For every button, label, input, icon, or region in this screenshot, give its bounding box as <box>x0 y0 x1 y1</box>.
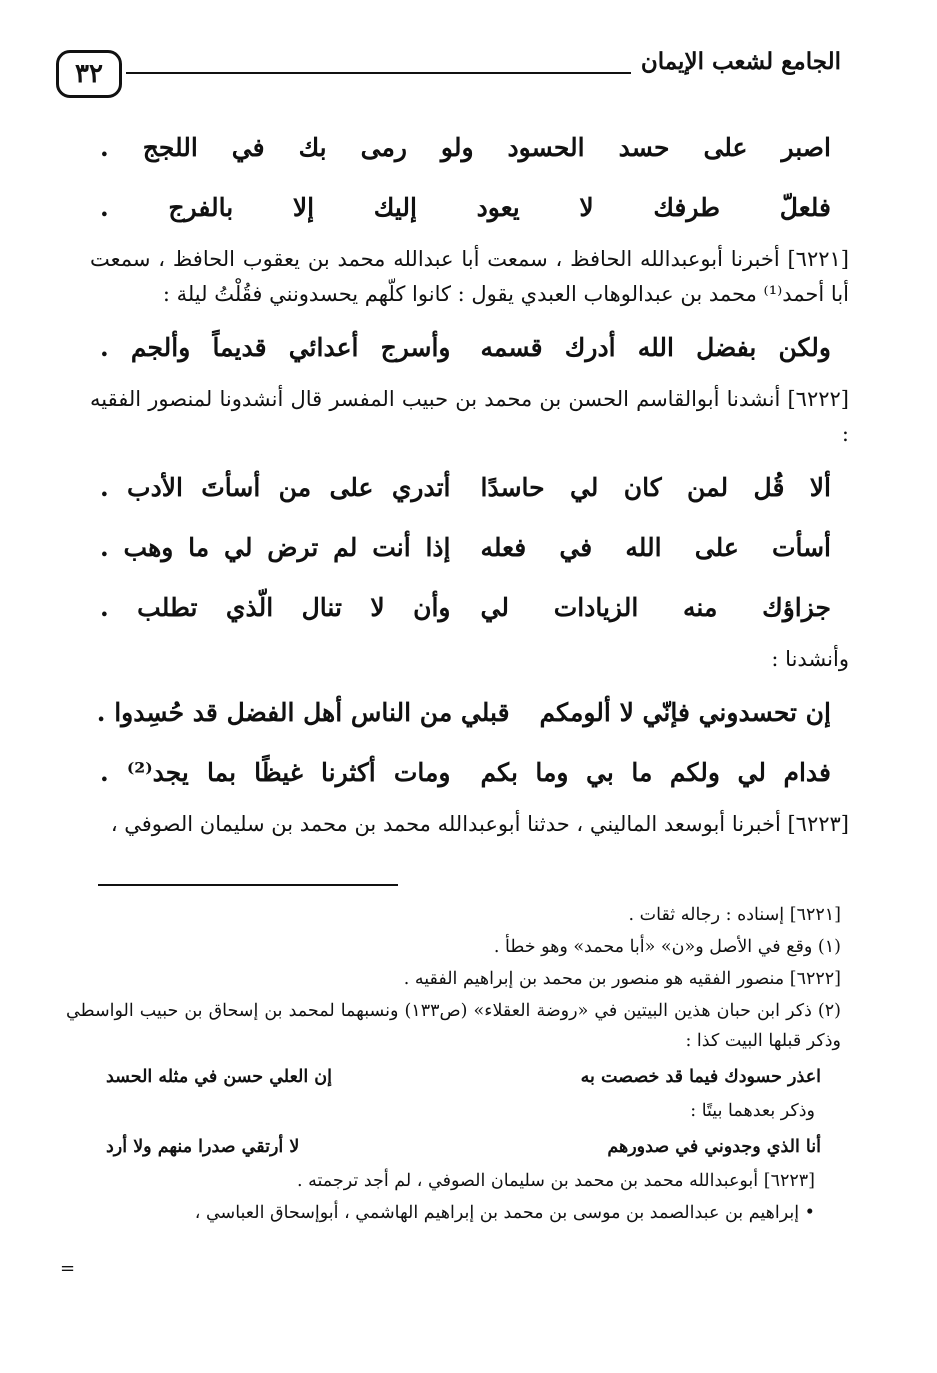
verse-hemistich: اعذر حسودك فيما قد خصصت به <box>580 1067 821 1087</box>
footnote-verse <box>66 1128 841 1166</box>
verse-line <box>90 458 849 518</box>
footnote: (١) وقع في الأصل و«ن» «أبا محمد» وهو خطأ . <box>493 937 841 957</box>
verse-hemistich: لا أرتقي صدرا منهم ولا أرد <box>106 1137 300 1157</box>
footnote-rule <box>98 884 398 886</box>
verse-hemistich: إن العلي حسن في مثله الحسد <box>106 1067 333 1087</box>
verse-hemistich: وأن لا تنال الّذي تطلب . <box>100 593 451 622</box>
verse-hemistich: إن تحسدوني فإنّي لا ألومكم <box>539 698 831 727</box>
header-rule <box>126 72 631 74</box>
verse-text: فلعلّ طرفك لا يعود إليك إلا بالفرج . <box>100 193 831 222</box>
footnote: • إبراهيم بن عبدالصمد بن موسى بن محمد بن إبراهيم الهاشمي ، أبوإسحاق العباسي ، <box>194 1203 815 1223</box>
verse-line <box>90 318 849 378</box>
verse-line <box>90 683 849 743</box>
verse-hemistich: إذا أنت لم ترض لي ما وهب . <box>100 533 451 562</box>
verse-hemistich: وأسرج أعدائي قديماً وألجم . <box>100 333 451 362</box>
verse-line <box>90 178 849 238</box>
verse-line <box>90 518 849 578</box>
paragraph: [٦٢٢٣] أخبرنا أبوسعد الماليني ، حدثنا أبوعبدالله محمد بن محمد بن سليمان الصوفي ، <box>110 812 849 836</box>
page-header <box>56 44 841 106</box>
verse-hemistich: أسأت على الله في فعله <box>480 533 831 562</box>
paragraph: وأنشدنا : <box>771 647 849 671</box>
verse-line <box>90 578 849 638</box>
main-text <box>90 118 849 848</box>
footnotes <box>66 900 841 1230</box>
footnote: وذكر بعدهما بيتًا : <box>690 1101 815 1121</box>
paragraph: [٦٢٢١] أخبرنا أبوعبدالله الحافظ ، سمعت أبا عبدالله محمد بن يعقوب الحافظ ، سمعت أبا أحمد⁽¹⁾ محمد بن عبدالوهاب العبدي يقول : كانوا كلّهم يحسدونني فقُلْتُ ليلة : <box>90 247 849 306</box>
footnote: [٦٢٢٢] منصور الفقيه هو منصور بن محمد بن إبراهيم الفقيه . <box>403 969 841 989</box>
footnote: (٢) ذكر ابن حبان هذين البيتين في «روضة العقلاء» (ص١٣٣) ونسبهما لمحمد بن إسحاق بن حبيب الواسطي وذكر قبلها البيت كذا : <box>66 1001 841 1051</box>
verse-line <box>90 118 849 178</box>
verse-hemistich: ألا قُل لمن كان لي حاسدًا <box>480 473 831 502</box>
verse-hemistich: فدام لي ولكم ما بي وما بكم <box>480 758 831 787</box>
page-number: ٣٢ <box>56 50 122 98</box>
footnote: [٦٢٢٣] أبوعبدالله محمد بن محمد بن سليمان الصوفي ، لم أجد ترجمته . <box>297 1171 815 1191</box>
footnote: [٦٢٢١] إسناده : رجاله ثقات . <box>628 905 841 925</box>
verse-text: اصبر على حسد الحسود ولو رمى بك في اللجج . <box>100 133 831 162</box>
verse-hemistich: أنا الذي وجدوني في صدورهم <box>607 1137 821 1157</box>
verse-hemistich: ولكن بفضل الله أدرك قسمه <box>480 333 831 362</box>
footnote-verse <box>66 1058 841 1096</box>
verse-line <box>90 743 849 803</box>
paragraph: [٦٢٢٢] أنشدنا أبوالقاسم الحسن بن محمد بن حبيب المفسر قال أنشدونا لمنصور الفقيه : <box>90 387 849 446</box>
continuation-mark: = <box>60 1258 76 1279</box>
verse-hemistich: جزاؤك منه الزيادات لي <box>480 593 831 622</box>
verse-hemistich: ومات أكثرنا غيظًا بما يجد⁽²⁾ . <box>100 758 451 787</box>
verse-hemistich: أتدري على من أسأتَ الأدب . <box>100 473 451 502</box>
book-title: الجامع لشعب الإيمان <box>640 48 841 75</box>
verse-hemistich: قبلي من الناس أهل الفضل قد حُسِدوا . <box>96 698 510 727</box>
